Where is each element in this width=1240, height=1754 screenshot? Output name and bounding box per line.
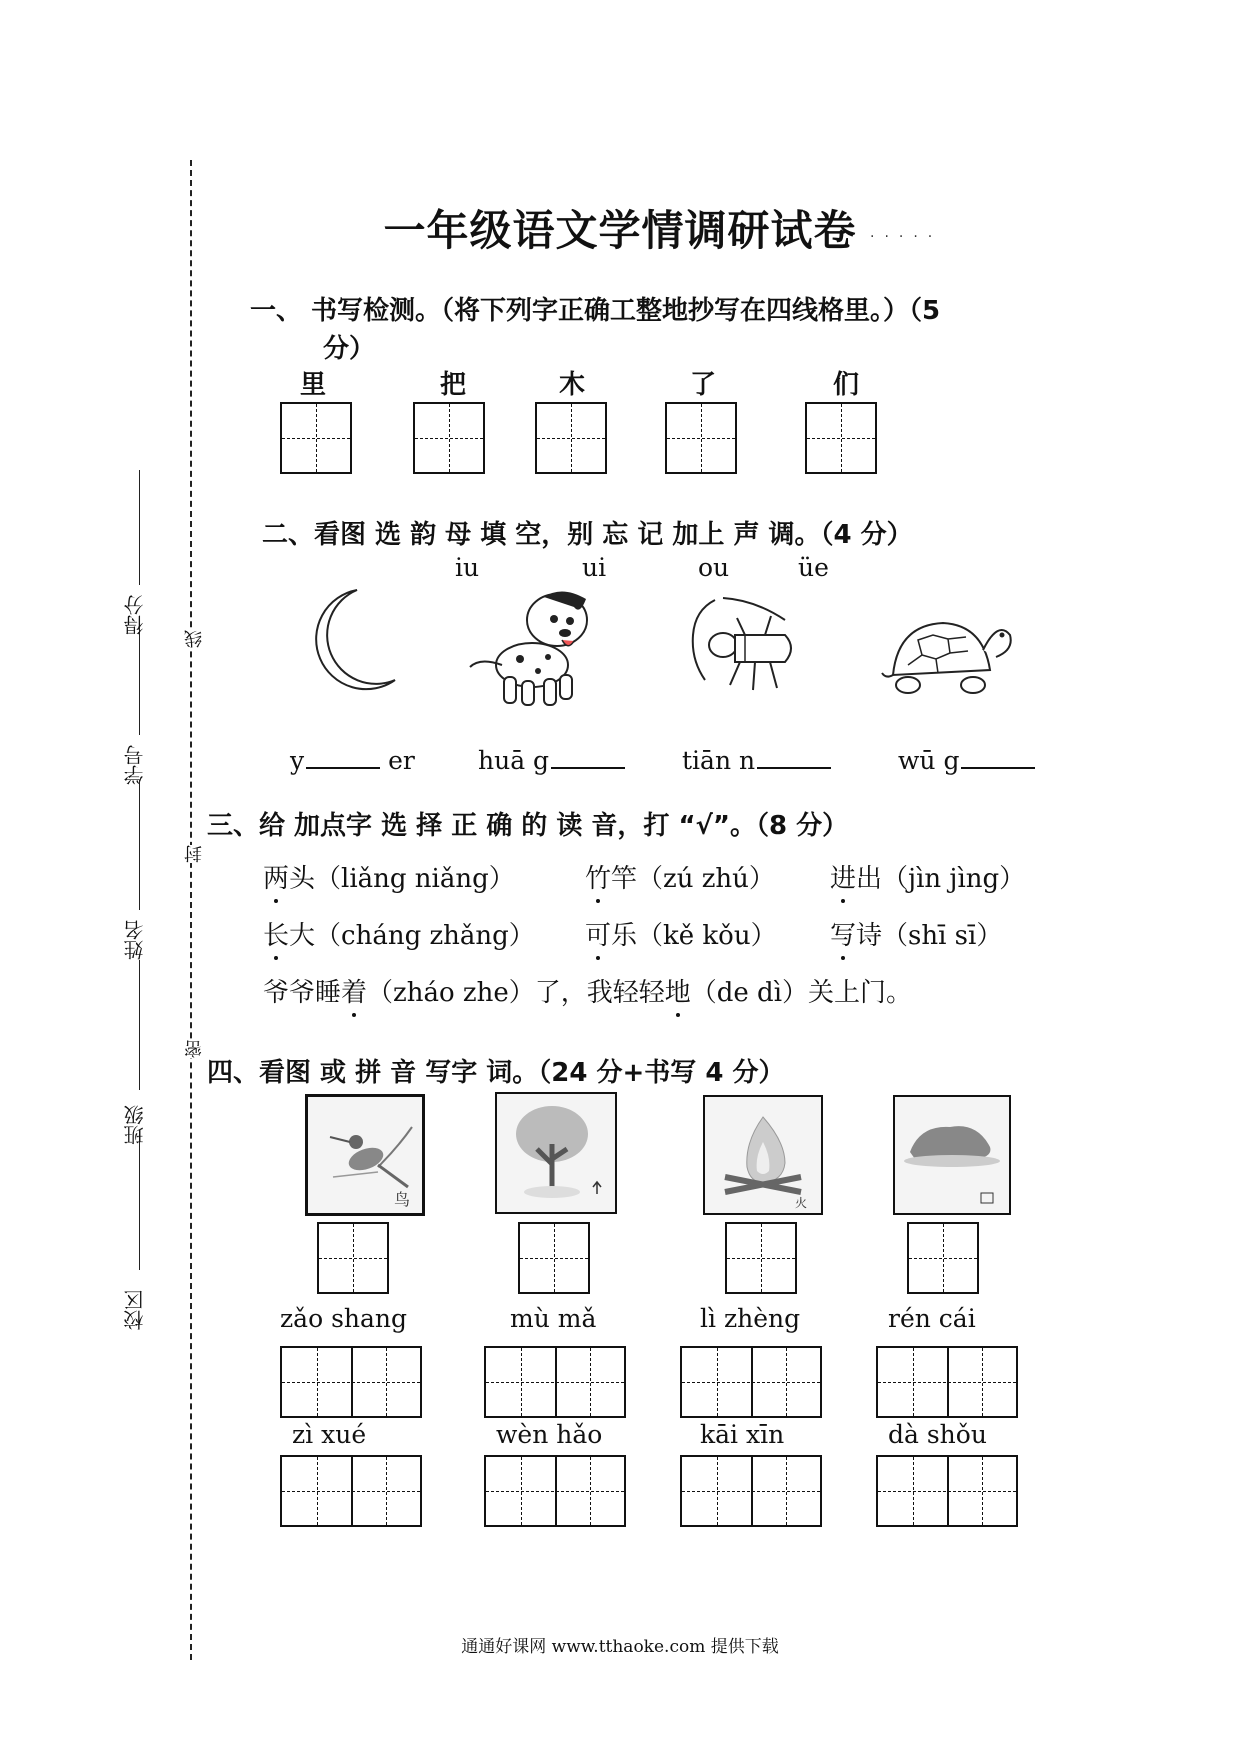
dotted-char: 地: [665, 972, 691, 1009]
sentence-text: 爷爷睡: [263, 978, 342, 1008]
pinyin-prompt: zì xué: [292, 1420, 367, 1449]
dotted-char: 进: [830, 858, 856, 895]
dotted-char: 长: [263, 915, 289, 952]
fill-in-2: [478, 745, 625, 775]
writing-grid-double[interactable]: [280, 1455, 422, 1527]
pinyin-prompt: dà shǒu: [888, 1420, 987, 1449]
dotted-char: 着: [341, 972, 367, 1009]
student-number-line[interactable]: [139, 620, 140, 735]
dog-picture: [462, 585, 602, 710]
section4-heading: 四、看图 或 拼 音 写字 词。（24 分+书写 4 分）: [207, 1058, 785, 1088]
fill-in-1: [290, 745, 415, 775]
final-option: üe: [798, 553, 829, 582]
fill-prefix: huā g: [478, 746, 550, 775]
score-label: 得分: [123, 595, 147, 635]
fill-suffix: er: [388, 746, 415, 775]
writing-grid[interactable]: [413, 402, 485, 474]
pronunciation-item: [830, 915, 1002, 952]
fill-prefix: tiān n: [682, 746, 756, 775]
writing-grid-double[interactable]: [876, 1455, 1018, 1527]
pronunciation-item: [585, 858, 775, 895]
name-line[interactable]: [139, 780, 140, 910]
pronunciation-options[interactable]: 竿（zú zhú）: [611, 864, 775, 894]
pronunciation-options[interactable]: （zháo zhe）了，我轻轻: [367, 978, 665, 1008]
pinyin-prompt: wèn hǎo: [496, 1420, 603, 1449]
final-option: ui: [582, 553, 607, 582]
pronunciation-options[interactable]: 诗（shī sī）: [856, 921, 1003, 951]
title-dots: .....: [870, 225, 943, 241]
seal-char-xian: 线: [182, 630, 208, 648]
bird-picture: [305, 1094, 425, 1216]
pronunciation-item: [830, 858, 1025, 895]
beetle-picture: [685, 590, 805, 705]
pronunciation-item: [585, 915, 777, 952]
pronunciation-sentence: [263, 972, 912, 1009]
answer-blank[interactable]: [757, 745, 831, 769]
answer-blank[interactable]: [961, 745, 1035, 769]
stone-picture: [893, 1095, 1011, 1215]
writing-grid[interactable]: [518, 1222, 590, 1294]
pronunciation-item: [263, 858, 515, 895]
pronunciation-options[interactable]: 大（cháng zhǎng）: [289, 921, 535, 951]
writing-grid-double[interactable]: [280, 1346, 422, 1418]
name-label: 姓名: [123, 920, 147, 960]
writing-grid[interactable]: [317, 1222, 389, 1294]
turtle-picture: [878, 605, 1018, 705]
writing-grid[interactable]: [280, 402, 352, 474]
class-line[interactable]: [139, 960, 140, 1090]
student-number-label: 学号: [123, 745, 147, 785]
writing-grid-double[interactable]: [680, 1455, 822, 1527]
copy-char: 把: [439, 370, 466, 400]
page-title: 一年级语文学情调研试卷: [383, 206, 857, 255]
pinyin-prompt: mù mǎ: [510, 1304, 597, 1333]
writing-grid-double[interactable]: [876, 1346, 1018, 1418]
score-line[interactable]: [139, 470, 140, 585]
fill-in-3: [682, 745, 831, 775]
dotted-char: 两: [263, 858, 289, 895]
writing-grid-double[interactable]: [680, 1346, 822, 1418]
writing-grid[interactable]: [535, 402, 607, 474]
writing-grid[interactable]: [805, 402, 877, 474]
writing-grid-double[interactable]: [484, 1346, 626, 1418]
writing-grid[interactable]: [907, 1222, 979, 1294]
pinyin-prompt: lì zhèng: [700, 1304, 801, 1333]
section1-heading: 一、 书写检测。（将下列字正确工整地抄写在四线格里。）（5: [250, 296, 941, 326]
section1-heading-cont: 分）: [323, 334, 376, 364]
copy-char: 木: [558, 370, 585, 400]
fill-prefix: y: [290, 746, 305, 775]
seal-char-feng: 封: [182, 845, 208, 863]
seal-char-mi: 密: [182, 1040, 208, 1058]
pinyin-prompt: rén cái: [888, 1304, 976, 1333]
copy-char: 里: [299, 370, 326, 400]
dotted-char: 写: [830, 915, 856, 952]
final-option: iu: [455, 553, 480, 582]
fill-prefix: wū g: [898, 746, 960, 775]
school-label: 校区: [123, 1290, 147, 1330]
answer-blank[interactable]: [551, 745, 625, 769]
pronunciation-options[interactable]: 乐（kě kǒu）: [611, 921, 777, 951]
svg-text:火: 火: [795, 1196, 808, 1210]
answer-blank[interactable]: [306, 745, 380, 769]
school-line[interactable]: [139, 1130, 140, 1270]
tree-picture: [495, 1092, 617, 1214]
moon-picture: [295, 585, 405, 695]
pinyin-prompt: zǎo shang: [280, 1304, 408, 1333]
final-option: ou: [698, 553, 730, 582]
copy-char: 们: [832, 370, 859, 400]
pronunciation-item: [263, 915, 535, 952]
class-label: 班级: [123, 1105, 147, 1145]
writing-grid[interactable]: [665, 402, 737, 474]
binding-dashed-line: [190, 160, 192, 1660]
copy-char: 了: [689, 370, 716, 400]
pronunciation-options[interactable]: （de dì）关上门。: [690, 978, 913, 1008]
section2-heading: 二、看图 选 韵 母 填 空，别 忘 记 加上 声 调。（4 分）: [262, 520, 913, 550]
fill-in-4: [898, 745, 1035, 775]
pronunciation-options[interactable]: 出（jìn jìng）: [856, 864, 1026, 894]
section3-heading: 三、给 加点字 选 择 正 确 的 读 音，打 “√”。（8 分）: [207, 811, 849, 841]
fire-picture: [703, 1095, 823, 1215]
writing-grid-double[interactable]: [484, 1455, 626, 1527]
dotted-char: 可: [585, 915, 611, 952]
svg-text:鸟: 鸟: [394, 1190, 411, 1209]
footer-source: 通通好课网 www.tthaoke.com 提供下载: [461, 1637, 779, 1657]
writing-grid[interactable]: [725, 1222, 797, 1294]
dotted-char: 竹: [585, 858, 611, 895]
pronunciation-options[interactable]: 头（liǎng niǎng）: [289, 864, 515, 894]
pinyin-prompt: kāi xīn: [700, 1420, 785, 1449]
